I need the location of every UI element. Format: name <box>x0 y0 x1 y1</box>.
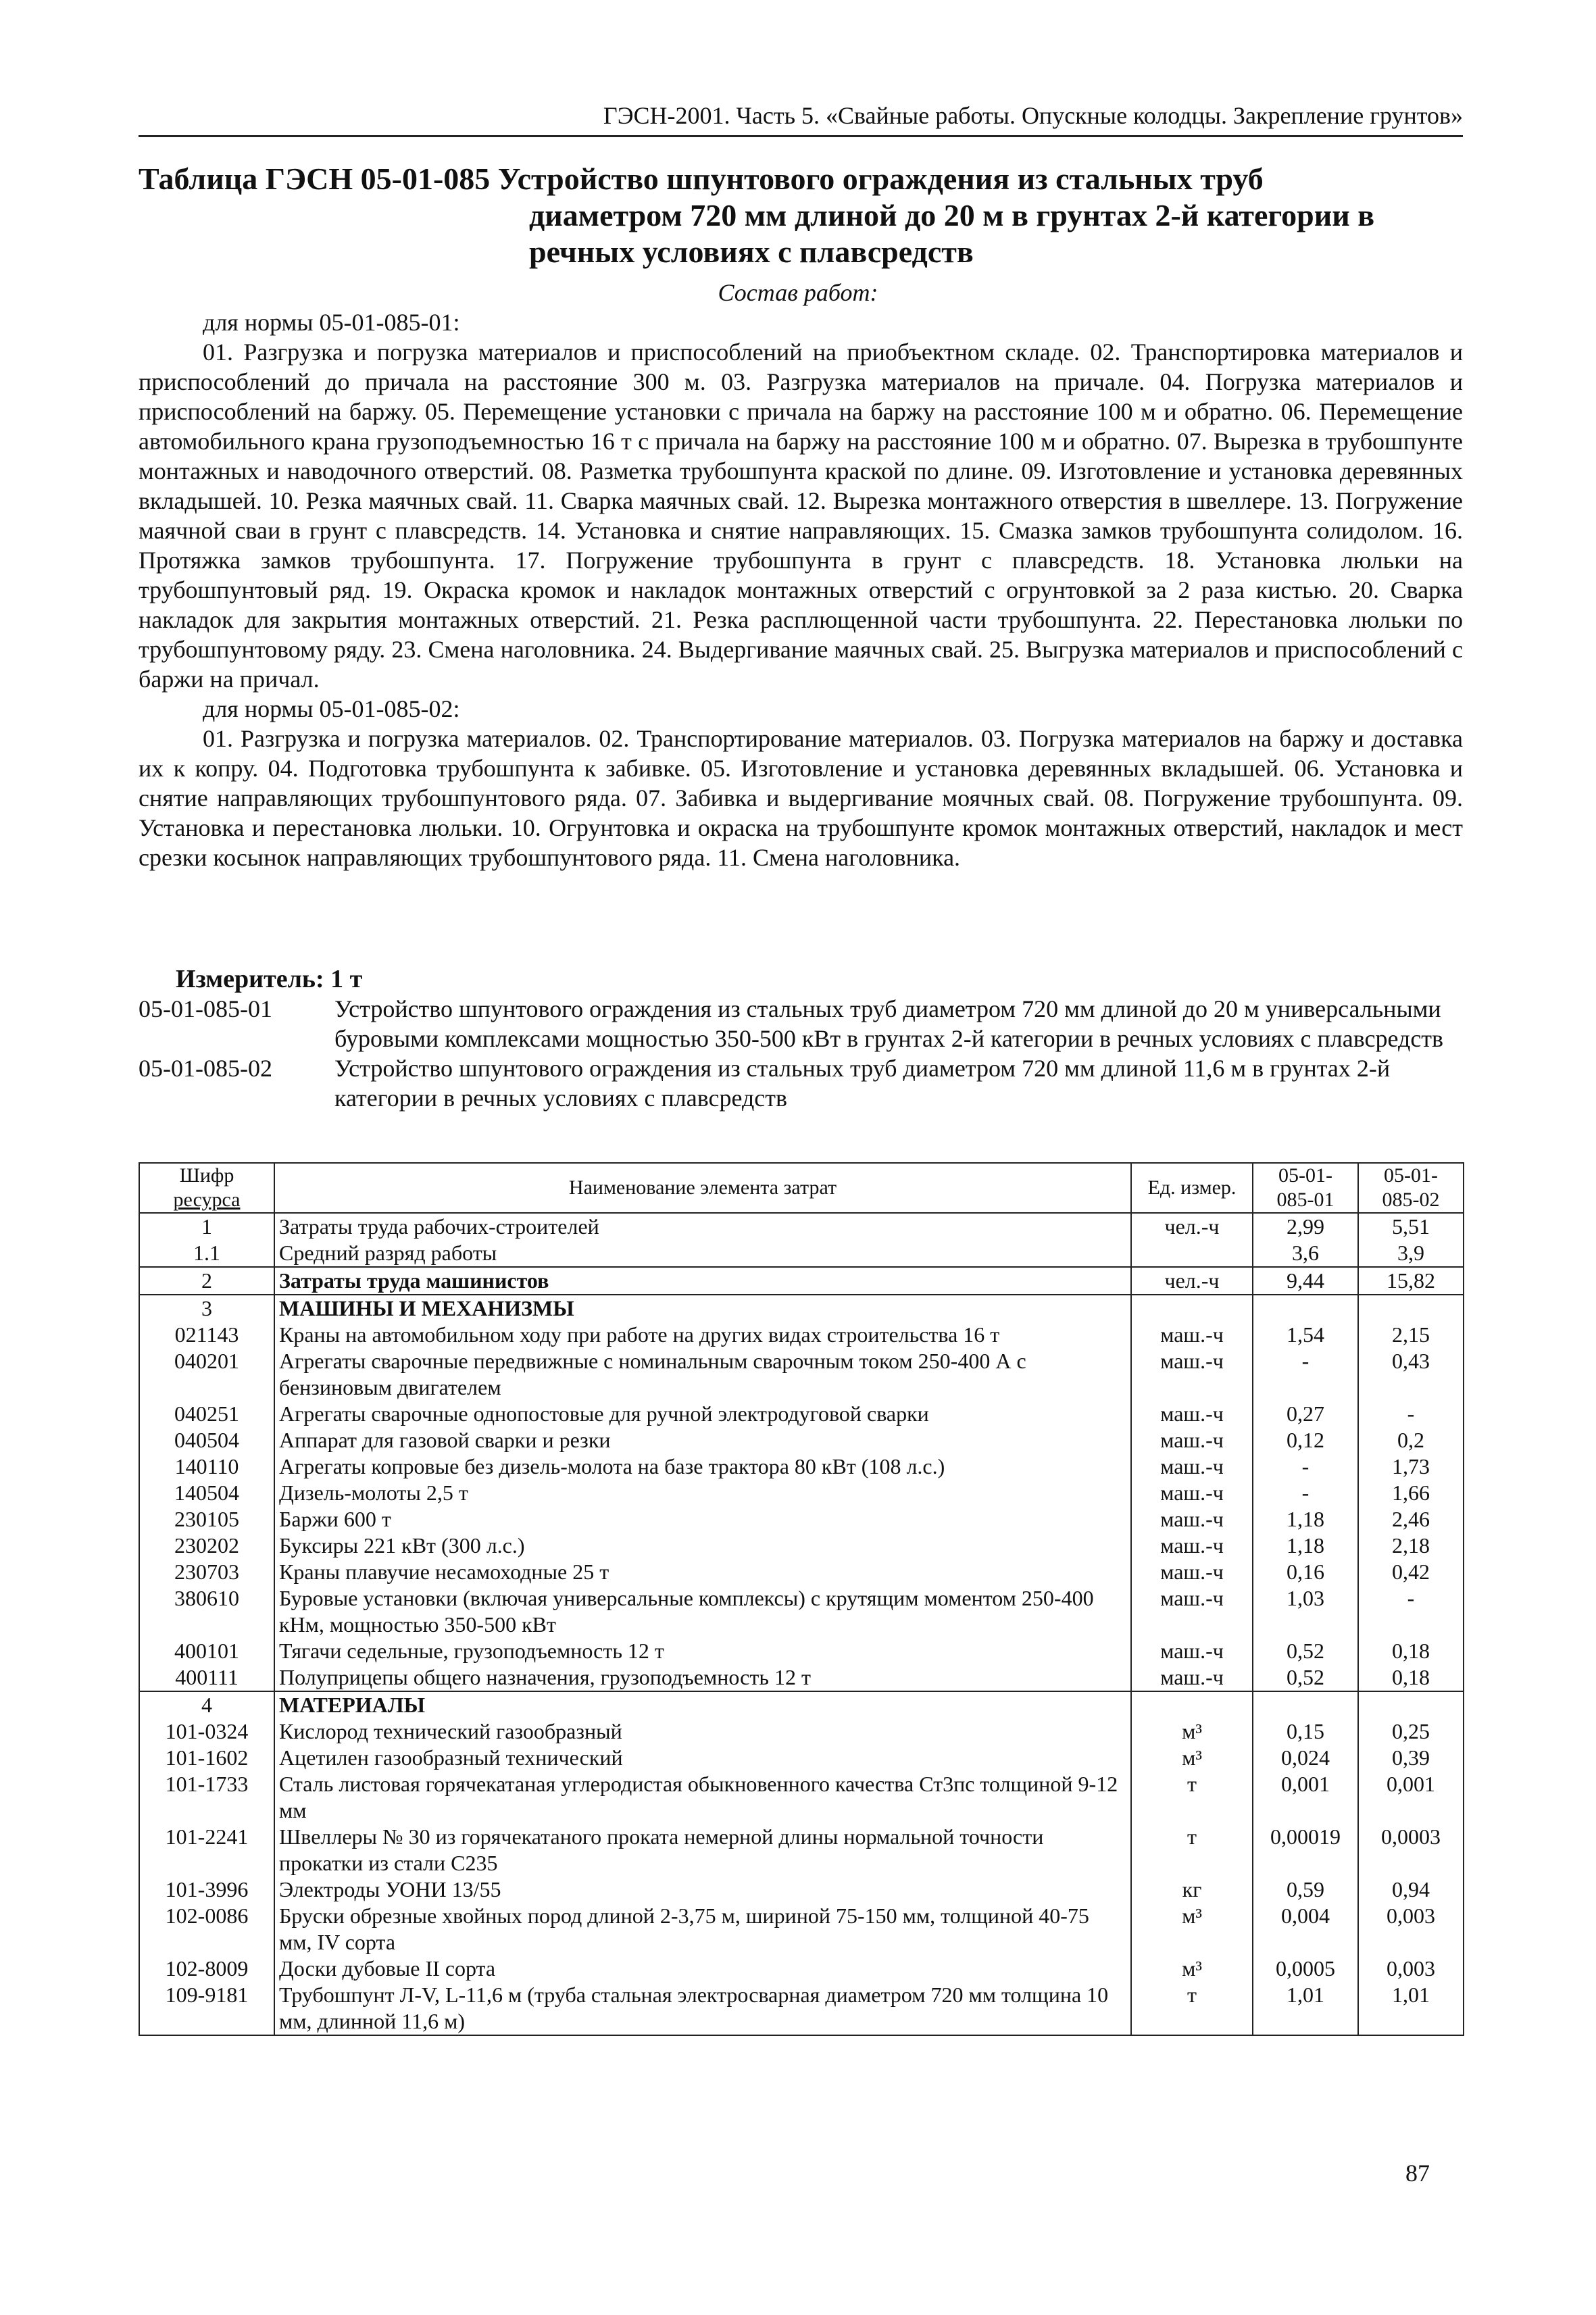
table-row <box>139 1480 1464 1506</box>
row-value-norm-2: 0,003 <box>1358 1903 1464 1956</box>
table-row <box>139 1348 1464 1401</box>
row-unit: маш.-ч <box>1131 1533 1253 1559</box>
row-name: Краны на автомобильном ходу при работе на других видах строительства 16 т <box>274 1322 1131 1348</box>
row-value-norm-2: 1,01 <box>1358 1982 1464 2035</box>
cost-table <box>139 1162 1464 2036</box>
row-code: 140110 <box>139 1453 274 1480</box>
row-name: Агрегаты копровые без дизель-молота на базе трактора 80 кВт (108 л.с.) <box>274 1453 1131 1480</box>
row-value-norm-2: 0,003 <box>1358 1956 1464 1982</box>
row-code: 040504 <box>139 1427 274 1453</box>
page-number: 87 <box>1405 2160 1430 2187</box>
row-unit: т <box>1131 1982 1253 2035</box>
row-unit: чел.-ч <box>1131 1267 1253 1295</box>
row-unit: т <box>1131 1771 1253 1824</box>
row-value-norm-1: - <box>1253 1480 1358 1506</box>
row-name: Затраты труда рабочих-строителей <box>274 1213 1131 1240</box>
row-unit: м³ <box>1131 1956 1253 1982</box>
row-value-norm-2: - <box>1358 1401 1464 1427</box>
row-name: Агрегаты сварочные передвижные с номинальным сварочным током 250-400 А с бензиновым двигателем <box>274 1348 1131 1401</box>
row-unit <box>1131 1691 1253 1718</box>
row-value-norm-2: 3,9 <box>1358 1240 1464 1267</box>
norm-code: 05-01-085-01 <box>139 995 272 1022</box>
table-title <box>139 161 1463 270</box>
table-row <box>139 1956 1464 1982</box>
row-value-norm-2: 0,39 <box>1358 1745 1464 1771</box>
row-name: Полуприцепы общего назначения, грузоподъемность 12 т <box>274 1664 1131 1691</box>
row-code: 2 <box>139 1267 274 1295</box>
row-value-norm-1: 0,52 <box>1253 1664 1358 1691</box>
header-norm-2: 05-01- 085-02 <box>1358 1163 1464 1213</box>
table-row <box>139 1876 1464 1903</box>
row-code: 101-1602 <box>139 1745 274 1771</box>
row-value-norm-2 <box>1358 1691 1464 1718</box>
row-name: Агрегаты сварочные однопостовые для ручной электродуговой сварки <box>274 1401 1131 1427</box>
row-unit: маш.-ч <box>1131 1348 1253 1401</box>
row-name: Ацетилен газообразный технический <box>274 1745 1131 1771</box>
row-value-norm-2: 1,73 <box>1358 1453 1464 1480</box>
row-unit: маш.-ч <box>1131 1638 1253 1664</box>
row-name: Электроды УОНИ 13/55 <box>274 1876 1131 1903</box>
table-row <box>139 1401 1464 1427</box>
row-name: Краны плавучие несамоходные 25 т <box>274 1559 1131 1585</box>
row-name: Затраты труда машинистов <box>274 1267 1131 1295</box>
running-header: ГЭСН-2001. Часть 5. «Свайные работы. Опускные колодцы. Закрепление грунтов» <box>139 101 1463 137</box>
row-value-norm-1: 0,12 <box>1253 1427 1358 1453</box>
title-line-1: Таблица ГЭСН 05-01-085 Устройство шпунтового ограждения из стальных труб <box>139 161 1264 196</box>
row-value-norm-1: 0,59 <box>1253 1876 1358 1903</box>
row-name: Сталь листовая горячекатаная углеродистая обыкновенного качества Ст3пс толщиной 9-12 мм <box>274 1771 1131 1824</box>
row-code: 040201 <box>139 1348 274 1401</box>
row-value-norm-1: 0,27 <box>1253 1401 1358 1427</box>
row-value-norm-2: 0,2 <box>1358 1427 1464 1453</box>
row-name: Буксиры 221 кВт (300 л.с.) <box>274 1533 1131 1559</box>
row-value-norm-1: 0,00019 <box>1253 1824 1358 1876</box>
row-code: 400111 <box>139 1664 274 1691</box>
table-row <box>139 1213 1464 1240</box>
code-row <box>139 994 1463 1053</box>
row-code: 400101 <box>139 1638 274 1664</box>
row-value-norm-2: 0,43 <box>1358 1348 1464 1401</box>
header-name: Наименование элемента затрат <box>274 1163 1131 1213</box>
row-name: МАТЕРИАЛЫ <box>274 1691 1131 1718</box>
table-row <box>139 1267 1464 1295</box>
row-name: Бруски обрезные хвойных пород длиной 2-3,75 м, шириной 75-150 мм, толщиной 40-75 мм, IV сорта <box>274 1903 1131 1956</box>
row-value-norm-1: 9,44 <box>1253 1267 1358 1295</box>
table-row <box>139 1982 1464 2035</box>
row-value-norm-1: 0,024 <box>1253 1745 1358 1771</box>
code-row <box>139 1053 1463 1113</box>
table-row <box>139 1903 1464 1956</box>
row-name: Средний разряд работы <box>274 1240 1131 1267</box>
row-code: 021143 <box>139 1322 274 1348</box>
row-unit: маш.-ч <box>1131 1585 1253 1638</box>
row-unit: кг <box>1131 1876 1253 1903</box>
row-value-norm-1: 0,004 <box>1253 1903 1358 1956</box>
table-row <box>139 1295 1464 1322</box>
row-code: 040251 <box>139 1401 274 1427</box>
row-unit: м³ <box>1131 1745 1253 1771</box>
row-code: 109-9181 <box>139 1982 274 2035</box>
row-value-norm-1: 3,6 <box>1253 1240 1358 1267</box>
row-value-norm-1: - <box>1253 1453 1358 1480</box>
row-value-norm-2: 0,18 <box>1358 1638 1464 1664</box>
row-unit: маш.-ч <box>1131 1664 1253 1691</box>
row-name: МАШИНЫ И МЕХАНИЗМЫ <box>274 1295 1131 1322</box>
norm-description: Устройство шпунтового ограждения из стальных труб диаметром 720 мм длиной 11,6 м в грунтах 2-й категории в речных условиях с плавсредств <box>334 1055 1391 1112</box>
row-code: 380610 <box>139 1585 274 1638</box>
table-row <box>139 1824 1464 1876</box>
row-value-norm-1: 0,52 <box>1253 1638 1358 1664</box>
row-unit: т <box>1131 1824 1253 1876</box>
row-name: Баржи 600 т <box>274 1506 1131 1533</box>
table-row <box>139 1691 1464 1718</box>
norm-description: Устройство шпунтового ограждения из стальных труб диаметром 720 мм длиной до 20 м универсальными буровыми комплексами мощностью 350-500 кВт в грунтах 2-й категории в речных условиях с плавсредств <box>334 995 1444 1052</box>
row-code: 1 <box>139 1213 274 1240</box>
table-row <box>139 1322 1464 1348</box>
row-value-norm-2: 0,0003 <box>1358 1824 1464 1876</box>
row-value-norm-2: 0,42 <box>1358 1559 1464 1585</box>
row-value-norm-1: 1,54 <box>1253 1322 1358 1348</box>
row-value-norm-1: 1,18 <box>1253 1506 1358 1533</box>
table-body <box>139 1213 1464 2035</box>
title-line-3: речных условиях с плавсредств <box>529 234 974 269</box>
table-row <box>139 1718 1464 1745</box>
row-unit: маш.-ч <box>1131 1401 1253 1427</box>
row-name: Тягачи седельные, грузоподъемность 12 т <box>274 1638 1131 1664</box>
table-row <box>139 1240 1464 1267</box>
row-name: Аппарат для газовой сварки и резки <box>274 1427 1131 1453</box>
row-value-norm-1: 0,001 <box>1253 1771 1358 1824</box>
row-value-norm-2: 2,46 <box>1358 1506 1464 1533</box>
row-code: 101-0324 <box>139 1718 274 1745</box>
row-code: 101-2241 <box>139 1824 274 1876</box>
table-row <box>139 1533 1464 1559</box>
row-code: 101-1733 <box>139 1771 274 1824</box>
row-value-norm-2: 0,18 <box>1358 1664 1464 1691</box>
row-code: 140504 <box>139 1480 274 1506</box>
norm-1-label: для нормы 05-01-085-01: <box>203 309 460 336</box>
row-value-norm-1: 1,01 <box>1253 1982 1358 2035</box>
row-value-norm-1: 0,16 <box>1253 1559 1358 1585</box>
row-name: Кислород технический газообразный <box>274 1718 1131 1745</box>
row-unit: чел.-ч <box>1131 1213 1253 1240</box>
row-code: 230703 <box>139 1559 274 1585</box>
row-value-norm-2: 0,001 <box>1358 1771 1464 1824</box>
row-code: 1.1 <box>139 1240 274 1267</box>
row-value-norm-2: - <box>1358 1585 1464 1638</box>
row-value-norm-2: 5,51 <box>1358 1213 1464 1240</box>
row-value-norm-1: 1,03 <box>1253 1585 1358 1638</box>
row-value-norm-1: 1,18 <box>1253 1533 1358 1559</box>
row-unit: маш.-ч <box>1131 1453 1253 1480</box>
table-row <box>139 1453 1464 1480</box>
work-composition <box>139 307 1463 872</box>
row-code: 101-3996 <box>139 1876 274 1903</box>
row-value-norm-2: 0,94 <box>1358 1876 1464 1903</box>
row-value-norm-1 <box>1253 1295 1358 1322</box>
row-unit: м³ <box>1131 1718 1253 1745</box>
row-unit: маш.-ч <box>1131 1506 1253 1533</box>
row-value-norm-2: 0,25 <box>1358 1718 1464 1745</box>
row-name: Дизель-молоты 2,5 т <box>274 1480 1131 1506</box>
table-row <box>139 1745 1464 1771</box>
row-unit: м³ <box>1131 1903 1253 1956</box>
header-unit: Ед. измер. <box>1131 1163 1253 1213</box>
row-code: 230105 <box>139 1506 274 1533</box>
table-row <box>139 1771 1464 1824</box>
table-row <box>139 1506 1464 1533</box>
row-code: 102-0086 <box>139 1903 274 1956</box>
row-value-norm-1: 0,15 <box>1253 1718 1358 1745</box>
header-code: Шифр ресурса <box>139 1163 274 1213</box>
measure-unit: Измеритель: 1 т <box>176 965 363 993</box>
row-value-norm-2: 2,18 <box>1358 1533 1464 1559</box>
row-code: 230202 <box>139 1533 274 1559</box>
row-unit <box>1131 1240 1253 1267</box>
title-line-2: диаметром 720 мм длиной до 20 м в грунтах 2-й категории в <box>529 198 1375 232</box>
row-value-norm-1: 0,0005 <box>1253 1956 1358 1982</box>
row-code: 102-8009 <box>139 1956 274 1982</box>
row-value-norm-1: - <box>1253 1348 1358 1401</box>
table-header-row <box>139 1163 1464 1213</box>
row-name: Буровые установки (включая универсальные комплексы) с крутящим моментом 250-400 кНм, мощностью 350-500 кВт <box>274 1585 1131 1638</box>
norm-2-text: 01. Разгрузка и погрузка материалов. 02. Транспортирование материалов. 03. Погрузка материалов на баржу и доставка их к копру. 04. Подготовка трубошпунта к забивке. 05. Изготовление и установка деревянных вкладышей. 06. Установка и снятие направляющих трубошпунтового ряда. 07. Забивка и выдергивание моячных свай. 08. Погружение трубошпунта. 09. Установка и перестановка люльки. 10. Огрунтовка и окраска на трубошпунте кромок монтажных отверстий, накладок и мест срезки косынок направляющих трубошпунтового ряда. 11. Смена наголовника. <box>139 725 1463 871</box>
row-value-norm-1 <box>1253 1691 1358 1718</box>
row-name: Доски дубовые II сорта <box>274 1956 1131 1982</box>
row-value-norm-1: 2,99 <box>1253 1213 1358 1240</box>
row-unit: маш.-ч <box>1131 1322 1253 1348</box>
norm-1-text: 01. Разгрузка и погрузка материалов и приспособлений на приобъектном складе. 02. Транспортировка материалов и приспособлений до причала на расстояние 300 м. 03. Разгрузка материалов на причале. 04. Погрузка материалов и приспособлений на баржу. 05. Перемещение установки с причала на баржу на расстояние 100 м и обратно. 06. Перемещение автомобильного крана грузоподъемностью 16 т с причала на баржу на расстояние 100 м и обратно. 07. Вырезка в трубошпунте монтажных и наводочного отверстий. 08. Разметка трубошпунта краской по длине. 09. Изготовление и установка деревянных вкладышей. 10. Резка маячных свай. 11. Сварка маячных свай. 12. Вырезка монтажного отверстия в швеллере. 13. Погружение маячной сваи в грунт с плавсредств. 14. Установка и снятие направляющих. 15. Смазка замков трубошпунта солидолом. 16. Протяжка замков трубошпунта. 17. Погружение трубошпунта в грунт с плавсредств. 18. Установка люльки на трубошпунтовый ряд. 19. Окраска кромок и накладок монтажных отверстий с огрунтовкой за 2 раза кистью. 20. Сварка накладок для закрытия монтажных отверстий. 21. Резка расплющенной части трубошпунта. 22. Перестановка люльки по трубошпунтовому ряду. 23. Смена наголовника. 24. Выдергивание маячных свай. 25. Выгрузка материалов и приспособлений с баржи на причал. <box>139 339 1463 693</box>
header-norm-1: 05-01- 085-01 <box>1253 1163 1358 1213</box>
table-row <box>139 1664 1464 1691</box>
row-value-norm-2 <box>1358 1295 1464 1322</box>
row-code: 3 <box>139 1295 274 1322</box>
composition-label: Состав работ: <box>718 279 878 306</box>
row-value-norm-2: 2,15 <box>1358 1322 1464 1348</box>
row-name: Трубошпунт Л-V, L-11,6 м (труба стальная электросварная диаметром 720 мм толщина 10 мм, длинной 11,6 м) <box>274 1982 1131 2035</box>
row-unit: маш.-ч <box>1131 1480 1253 1506</box>
norm-code: 05-01-085-02 <box>139 1055 272 1082</box>
row-unit <box>1131 1295 1253 1322</box>
row-value-norm-2: 1,66 <box>1358 1480 1464 1506</box>
table-row <box>139 1427 1464 1453</box>
row-name: Швеллеры № 30 из горячекатаного проката немерной длины нормальной точности прокатки из стали С235 <box>274 1824 1131 1876</box>
measure-block <box>139 964 1463 1113</box>
row-unit: маш.-ч <box>1131 1427 1253 1453</box>
row-code: 4 <box>139 1691 274 1718</box>
row-value-norm-2: 15,82 <box>1358 1267 1464 1295</box>
row-unit: маш.-ч <box>1131 1559 1253 1585</box>
table-row <box>139 1638 1464 1664</box>
table-row <box>139 1559 1464 1585</box>
norm-2-label: для нормы 05-01-085-02: <box>203 695 460 722</box>
table-row <box>139 1585 1464 1638</box>
